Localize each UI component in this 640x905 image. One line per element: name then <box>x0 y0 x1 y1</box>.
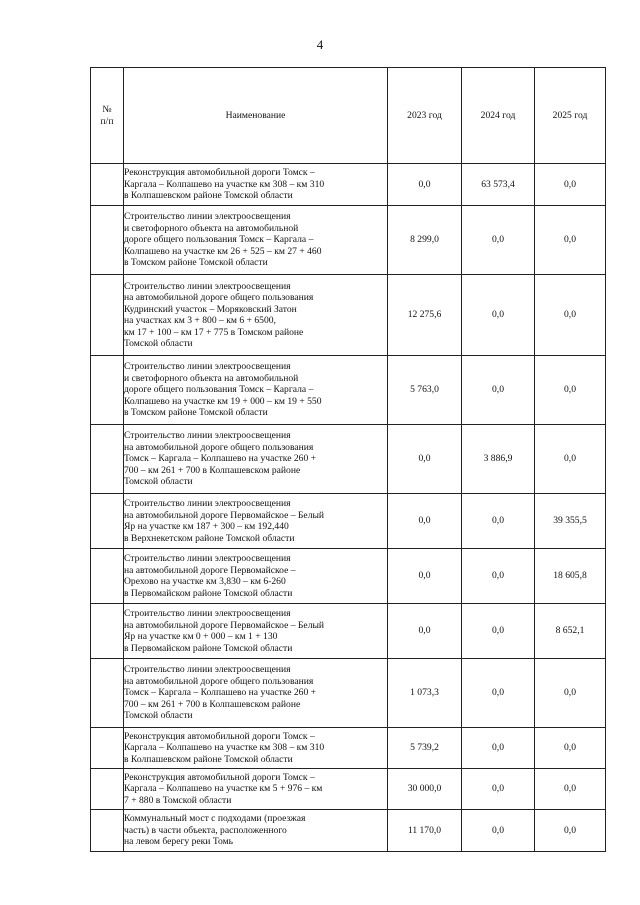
table-row <box>91 206 606 275</box>
row-index-cell <box>91 728 124 769</box>
row-value-2024: 0,0 <box>462 728 535 769</box>
row-value-2023: 8 299,0 <box>388 206 462 275</box>
row-value-2024: 0,0 <box>462 604 535 659</box>
row-index-cell <box>91 494 124 549</box>
row-name: Реконструкция автомобильной дороги Томск – Каргала – Колпашево на участке км 5 + 976 – км 7 + 880 в Томской области <box>124 769 388 810</box>
table-row <box>91 604 606 659</box>
header-name: Наименование <box>124 68 388 164</box>
table-row <box>91 356 606 425</box>
table-row <box>91 728 606 769</box>
row-name: Реконструкция автомобильной дороги Томск – Каргала – Колпашево на участке км 308 – км 310 в Колпашевском районе Томской области <box>124 728 388 769</box>
row-index-cell <box>91 604 124 659</box>
row-index-cell <box>91 549 124 604</box>
table-header-row <box>91 68 606 164</box>
row-value-2025: 0,0 <box>535 206 606 275</box>
row-value-2025: 0,0 <box>535 164 606 206</box>
row-index-cell <box>91 356 124 425</box>
row-name: Строительство линии электроосвещения на автомобильной дороге общего пользования Томск – Каргала – Колпашево на участке 260 + 700 – км 261 + 700 в Колпашевском районе Томской области <box>124 425 388 494</box>
row-name: Строительство линии электроосвещения на автомобильной дороге Первомайское – Белый Яр на участке км 0 + 000 – км 1 + 130 в Первомайском районе Томской области <box>124 604 388 659</box>
row-name: Строительство линии электроосвещения на автомобильной дороге общего пользования Кудринский участок – Моряковский Затон на участках км 3 + 800 – км 6 + 6500, км 17 + 100 – км 17 + 775 в Томском районе Томской области <box>124 275 388 356</box>
row-value-2023: 1 073,3 <box>388 659 462 728</box>
row-index-cell <box>91 164 124 206</box>
header-index: № п/п <box>91 68 124 164</box>
row-value-2024: 0,0 <box>462 356 535 425</box>
table-row <box>91 549 606 604</box>
row-index-cell <box>91 206 124 275</box>
row-value-2023: 12 275,6 <box>388 275 462 356</box>
row-value-2024: 0,0 <box>462 206 535 275</box>
row-value-2024: 0,0 <box>462 769 535 810</box>
row-value-2023: 5 763,0 <box>388 356 462 425</box>
header-2025: 2025 год <box>535 68 606 164</box>
table-row <box>91 769 606 810</box>
row-index-cell <box>91 659 124 728</box>
page-number: 4 <box>316 37 324 52</box>
row-value-2024: 0,0 <box>462 275 535 356</box>
row-value-2024: 0,0 <box>462 494 535 549</box>
row-value-2025: 0,0 <box>535 356 606 425</box>
row-value-2025: 39 355,5 <box>535 494 606 549</box>
row-value-2025: 0,0 <box>535 659 606 728</box>
row-value-2023: 0,0 <box>388 494 462 549</box>
row-value-2023: 0,0 <box>388 164 462 206</box>
row-value-2025: 8 652,1 <box>535 604 606 659</box>
row-value-2023: 0,0 <box>388 425 462 494</box>
row-name: Строительство линии электроосвещения на автомобильной дороге Первомайское – Белый Яр на участке км 187 + 300 – км 192,440 в Верхнекетском районе Томской области <box>124 494 388 549</box>
row-value-2025: 0,0 <box>535 728 606 769</box>
row-value-2023: 0,0 <box>388 549 462 604</box>
row-name: Строительство линии электроосвещения на автомобильной дороге общего пользования Томск – Каргала – Колпашево на участке 260 + 700 – км 261 + 700 в Колпашевском районе Томской области <box>124 659 388 728</box>
row-value-2024: 3 886,9 <box>462 425 535 494</box>
header-2023: 2023 год <box>388 68 462 164</box>
row-name: Реконструкция автомобильной дороги Томск – Каргала – Колпашево на участке км 308 – км 310 в Колпашевском районе Томской области <box>124 164 388 206</box>
row-name: Строительство линии электроосвещения и светофорного объекта на автомобильной дороге общего пользования Томск – Каргала – Колпашево на участке км 19 + 000 – км 19 + 550 в Томском районе Томской области <box>124 356 388 425</box>
row-index-cell <box>91 810 124 852</box>
header-2024: 2024 год <box>462 68 535 164</box>
row-value-2025: 0,0 <box>535 425 606 494</box>
row-value-2024: 63 573,4 <box>462 164 535 206</box>
row-index-cell <box>91 769 124 810</box>
row-value-2024: 0,0 <box>462 659 535 728</box>
row-value-2023: 11 170,0 <box>388 810 462 852</box>
table-row <box>91 425 606 494</box>
table-row <box>91 275 606 356</box>
row-value-2025: 18 605,8 <box>535 549 606 604</box>
row-value-2025: 0,0 <box>535 275 606 356</box>
row-value-2025: 0,0 <box>535 769 606 810</box>
row-name: Коммунальный мост с подходами (проезжая часть) в части объекта, расположенного на левом берегу реки Томь <box>124 810 388 852</box>
row-name: Строительство линии электроосвещения и светофорного объекта на автомобильной дороге общего пользования Томск – Каргала – Колпашево на участке км 26 + 525 – км 27 + 460 в Томском районе Томской области <box>124 206 388 275</box>
row-value-2023: 0,0 <box>388 604 462 659</box>
row-value-2024: 0,0 <box>462 810 535 852</box>
table-row <box>91 810 606 852</box>
table-row <box>91 494 606 549</box>
row-value-2025: 0,0 <box>535 810 606 852</box>
row-name: Строительство линии электроосвещения на автомобильной дороге Первомайское – Орехово на участке км 3,830 – км 6-260 в Первомайском районе Томской области <box>124 549 388 604</box>
table-row <box>91 659 606 728</box>
table-row <box>91 164 606 206</box>
row-index-cell <box>91 275 124 356</box>
row-value-2023: 5 739,2 <box>388 728 462 769</box>
row-value-2023: 30 000,0 <box>388 769 462 810</box>
row-value-2024: 0,0 <box>462 549 535 604</box>
budget-table <box>90 67 606 852</box>
row-index-cell <box>91 425 124 494</box>
